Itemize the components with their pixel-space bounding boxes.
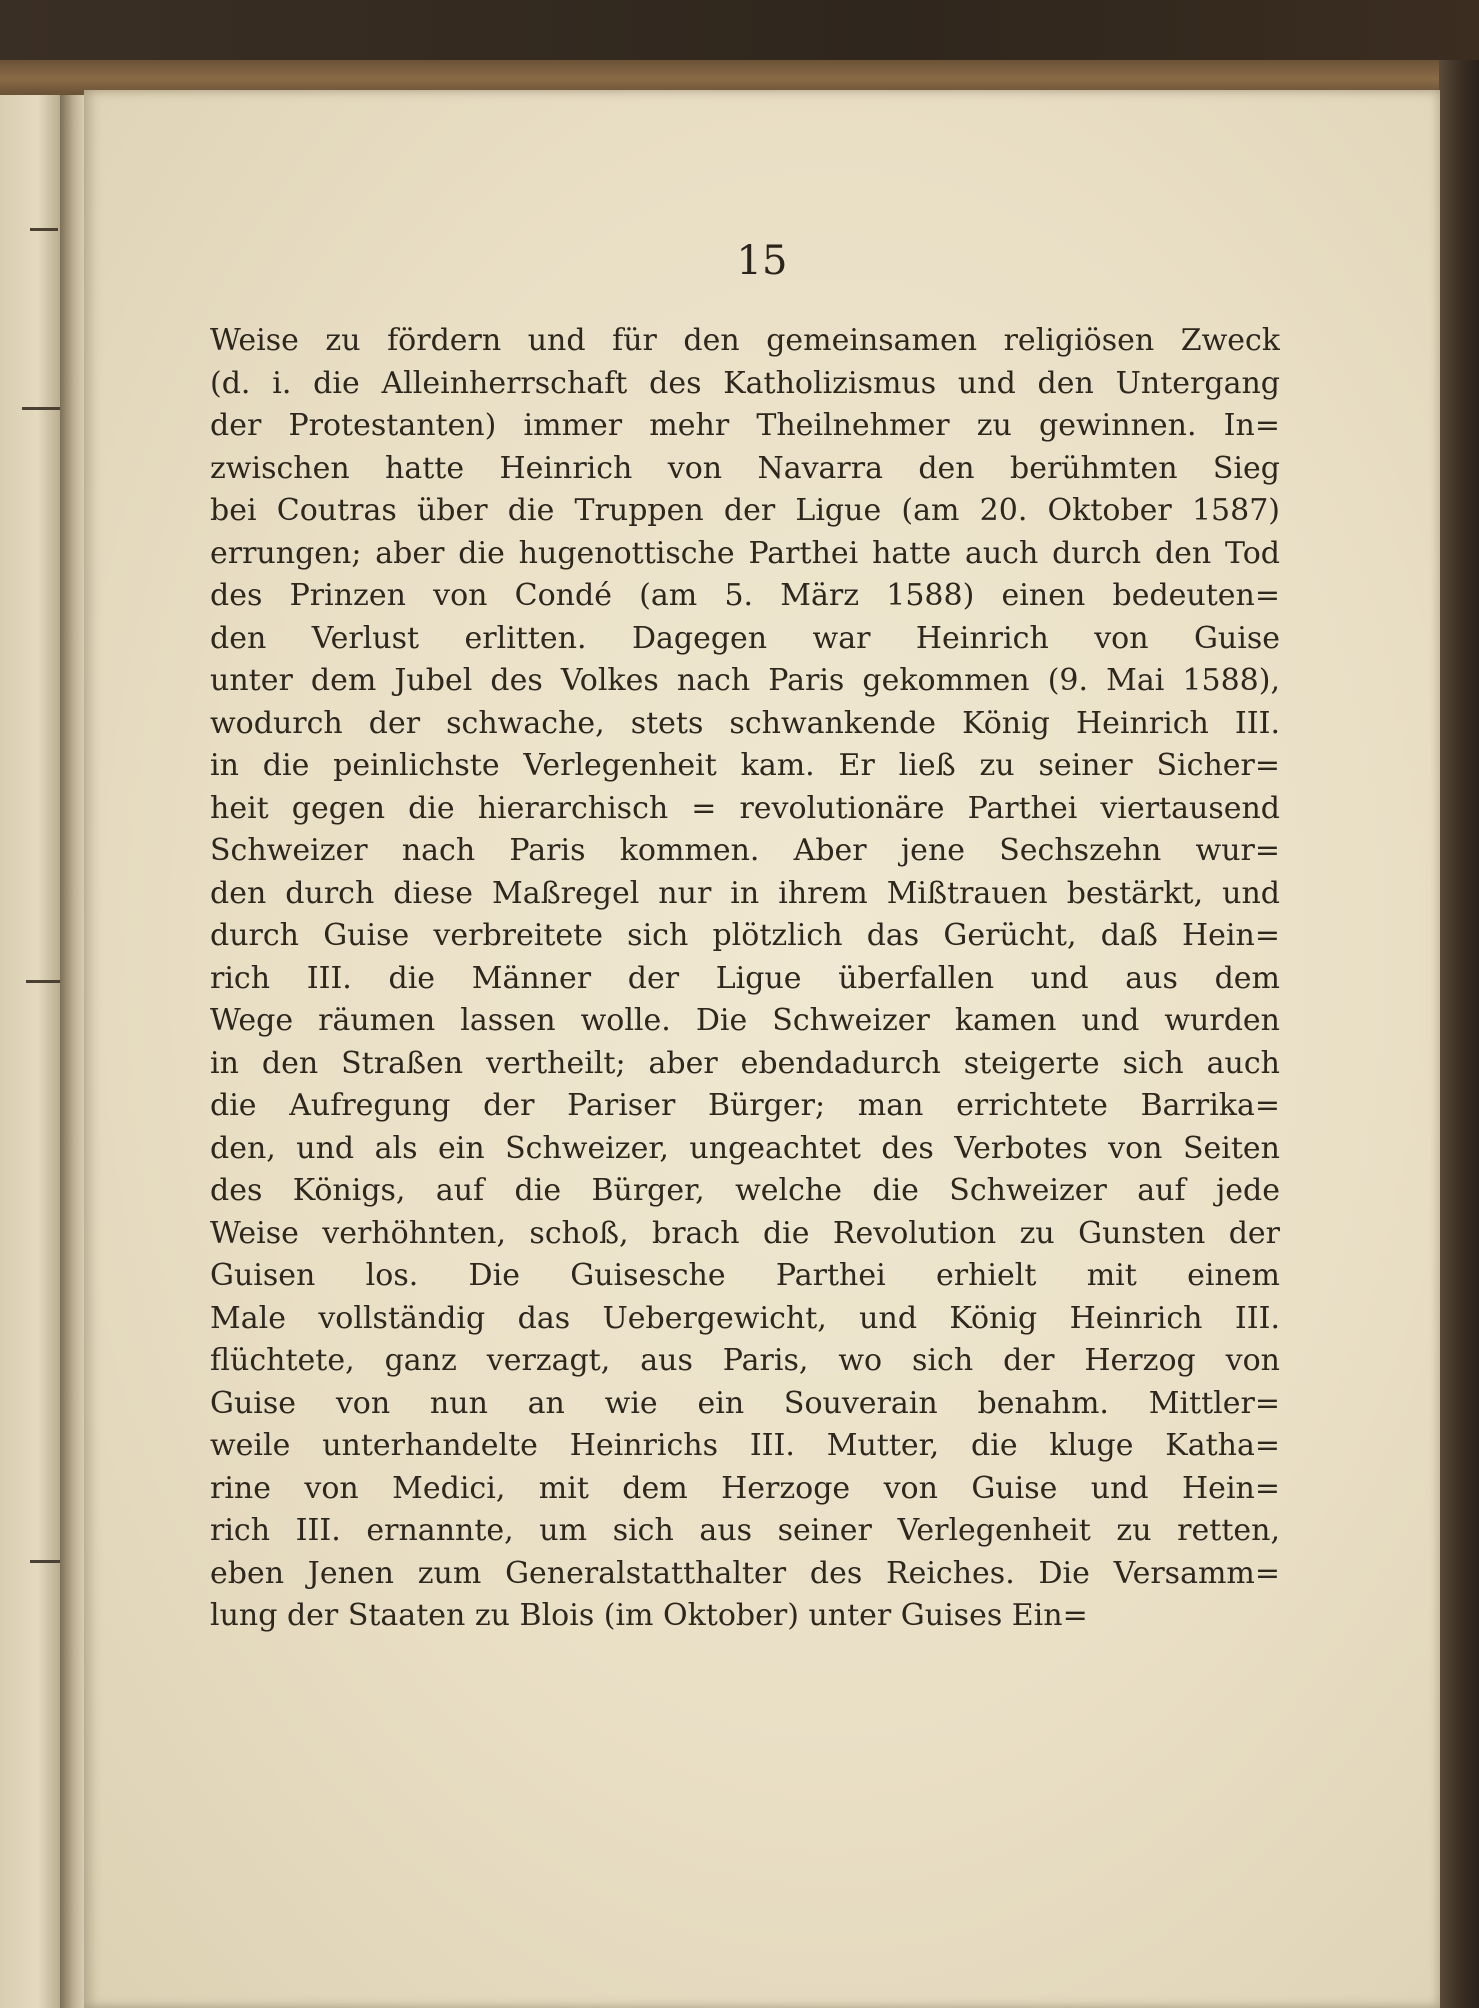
text-line: in den Straßen vertheilt; aber ebendadurch steigerte sich auch [210, 1045, 1280, 1081]
text-line: den Verlust erlitten. Dagegen war Heinrich von Guise [210, 620, 1280, 656]
text-line: des Königs, auf die Bürger, welche die Schweizer auf jede [210, 1173, 1280, 1208]
text-line: eben Jenen zum Generalstatthalter des Reiches. Die Versamm= [210, 1555, 1280, 1591]
text-line: Weise verhöhnten, schoß, brach die Revolution zu Gunsten der [210, 1215, 1280, 1251]
text-line: Guisen los. Die Guisesche Parthei erhielt mit einem [210, 1258, 1280, 1293]
text-line: den durch diese Maßregel nur in ihrem Mißtrauen bestärkt, und [210, 875, 1280, 911]
text-line: zwischen hatte Heinrich von Navarra den berühmten Sieg [210, 450, 1280, 486]
page-number: 15 [736, 238, 788, 284]
text-line: Guise von nun an wie ein Souverain benahm. Mittler= [210, 1385, 1280, 1421]
text-line: (d. i. die Alleinherrschaft des Katholizismus und den Untergang [210, 365, 1280, 401]
margin-mark [22, 407, 60, 410]
text-line: die Aufregung der Pariser Bürger; man errichtete Barrika= [210, 1088, 1280, 1123]
text-line: bei Coutras über die Truppen der Ligue (am 20. Oktober 1587) [210, 493, 1280, 528]
text-line: Weise zu fördern und für den gemeinsamen religiösen Zweck [210, 323, 1280, 358]
text-line: lung der Staaten zu Blois (im Oktober) unter Guises Ein= [210, 1598, 1088, 1633]
text-line: Wege räumen lassen wolle. Die Schweizer kamen und wurden [210, 1003, 1280, 1038]
text-line: den, und als ein Schweizer, ungeachtet des Verbotes von Seiten [210, 1130, 1280, 1166]
cover-board-right [1439, 60, 1479, 2008]
book-gutter [60, 95, 86, 2008]
text-line: heit gegen die hierarchisch = revolutionäre Parthei viertausend [210, 790, 1280, 826]
text-line: wodurch der schwache, stets schwankende König Heinrich III. [210, 705, 1280, 741]
text-line: Male vollständig das Uebergewicht, und König Heinrich III. [210, 1300, 1280, 1336]
text-line: in die peinlichste Verlegenheit kam. Er ließ zu seiner Sicher= [210, 748, 1280, 783]
text-line: errungen; aber die hugenottische Parthei hatte auch durch den Tod [210, 535, 1280, 571]
text-line: des Prinzen von Condé (am 5. März 1588) einen bedeuten= [210, 578, 1280, 613]
text-line: flüchtete, ganz verzagt, aus Paris, wo sich der Herzog von [210, 1343, 1280, 1378]
text-line: durch Guise verbreitete sich plötzlich das Gerücht, daß Hein= [210, 918, 1280, 953]
text-line: rich III. ernannte, um sich aus seiner Verlegenheit zu retten, [210, 1513, 1280, 1548]
previous-page-edge [0, 95, 64, 2008]
text-line: Schweizer nach Paris kommen. Aber jene Sechszehn wur= [210, 833, 1280, 868]
body-text [210, 320, 1280, 1638]
text-line: rich III. die Männer der Ligue überfallen und aus dem [210, 960, 1280, 996]
margin-mark [30, 1560, 60, 1563]
book-page [84, 90, 1440, 2008]
margin-mark [26, 980, 60, 983]
text-line: rine von Medici, mit dem Herzoge von Guise und Hein= [210, 1470, 1280, 1506]
text-line: unter dem Jubel des Volkes nach Paris gekommen (9. Mai 1588), [210, 663, 1280, 698]
text-line: der Protestanten) immer mehr Theilnehmer zu gewinnen. In= [210, 408, 1280, 443]
text-line: weile unterhandelte Heinrichs III. Mutter, die kluge Katha= [210, 1428, 1280, 1463]
margin-mark [30, 228, 58, 231]
